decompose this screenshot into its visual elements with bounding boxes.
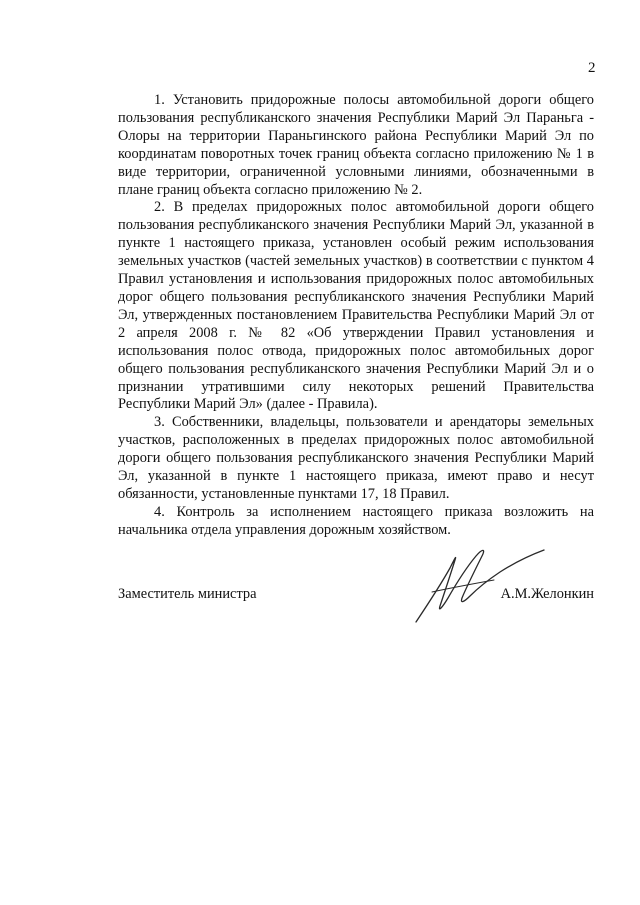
page-number: 2 [588, 60, 596, 76]
paragraph-1: 1. Установить придорожные полосы автомобильной дороги общего пользования республиканского значения Республики Марий Эл Параньга - Олоры на территории Параньгинского района Республики Марий Эл по координатам поворотных точек границ объекта согласно приложению № 1 в виде территории, ограниченной условными линиями, обозначенными в плане границ объекта согласно приложению № 2. [118, 92, 594, 198]
signer-name: А.М.Желонкин [500, 586, 594, 602]
document-body [118, 92, 594, 540]
paragraph-3: 3. Собственники, владельцы, пользователи и арендаторы земельных участков, расположенных в пределах придорожных полос автомобильной дороги общего пользования республиканского значения Республики Марий Эл, указанной в пункте 1 настоящего приказа, имеют право и несут обязанности, установленные пунктами 17, 18 Правил. [118, 414, 594, 502]
handwritten-signature-icon [410, 540, 550, 630]
signer-title: Заместитель министра [118, 586, 257, 602]
paragraph-2: 2. В пределах придорожных полос автомобильной дороги общего пользования республиканского значения Республики Марий Эл, указанной в пункте 1 настоящего приказа, установлен особый режим использования земельных участков (частей земельных участков) в соответствии с пунктом 4 Правил установления и использования придорожных полос автомобильных дорог общего пользования республиканского значения Республики Марий Эл, утвержденных постановлением Правительства Республики Марий Эл от 2 апреля 2008 г. № 82 «Об утверждении Правил установления и использования полос отвода, придорожных полос автомобильных дорог общего пользования республиканского значения Республики Марий Эл и о признании утратившими силу некоторых решений Правительства Республики Марий Эл» (далее - Правила). [118, 199, 594, 413]
paragraph-4: 4. Контроль за исполнением настоящего приказа возложить на начальника отдела управления дорожным хозяйством. [118, 503, 594, 538]
